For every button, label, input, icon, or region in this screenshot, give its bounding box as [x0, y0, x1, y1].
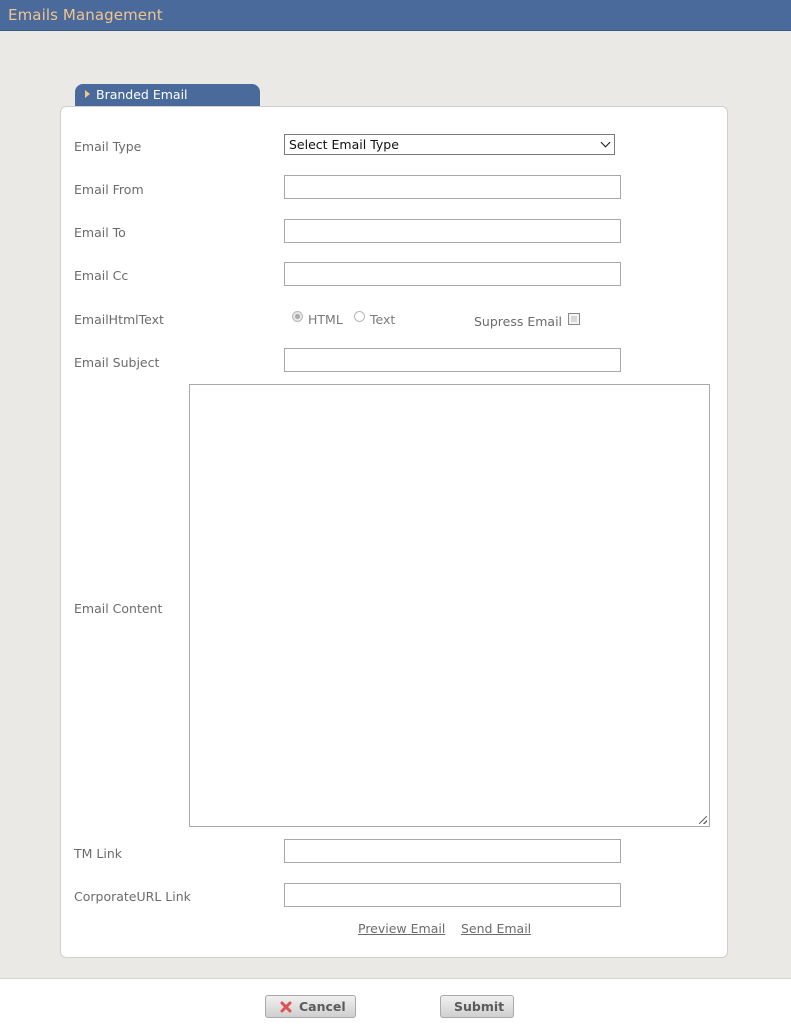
cancel-button[interactable]	[265, 995, 356, 1018]
send-email-link[interactable]: Send Email	[461, 921, 532, 936]
radio-text[interactable]	[354, 311, 365, 322]
email-type-select[interactable]	[284, 134, 615, 155]
email-from-input[interactable]	[284, 175, 621, 199]
chevron-down-icon	[601, 138, 611, 148]
app-header	[0, 0, 791, 31]
radio-text-label: Text	[370, 312, 396, 327]
corporate-url-link-input[interactable]	[284, 883, 621, 907]
email-content-textarea[interactable]	[189, 384, 710, 827]
email-from-label: Email From	[74, 182, 144, 197]
email-subject-label: Email Subject	[74, 355, 160, 370]
email-to-input[interactable]	[284, 219, 621, 243]
email-to-label: Email To	[74, 225, 126, 240]
submit-button[interactable]	[440, 995, 514, 1018]
email-cc-label: Email Cc	[74, 268, 129, 283]
tm-link-label: TM Link	[74, 846, 122, 861]
email-type-label: Email Type	[74, 139, 142, 154]
suppress-email-label: Supress Email	[474, 314, 563, 329]
tm-link-input[interactable]	[284, 839, 621, 863]
radio-html-label: HTML	[308, 312, 343, 327]
corporate-url-link-label: CorporateURL Link	[74, 889, 191, 904]
tab-label: Branded Email	[96, 87, 188, 102]
caret-right-icon	[85, 90, 90, 98]
footer-bar	[0, 978, 791, 1024]
email-subject-input[interactable]	[284, 348, 621, 372]
cancel-label: Cancel	[299, 999, 346, 1014]
suppress-email-checkbox[interactable]	[568, 313, 580, 325]
email-cc-input[interactable]	[284, 262, 621, 286]
close-icon	[280, 1001, 292, 1013]
email-type-selected: Select Email Type	[289, 137, 399, 152]
email-content-label: Email Content	[74, 601, 163, 616]
email-html-text-label: EmailHtmlText	[74, 312, 164, 327]
preview-email-link[interactable]: Preview Email	[358, 921, 446, 936]
submit-label: Submit	[454, 999, 505, 1014]
resize-grip-icon[interactable]	[699, 816, 707, 824]
tab-branded-email[interactable]	[75, 84, 260, 107]
radio-html[interactable]	[292, 311, 303, 322]
app-title: Emails Management	[8, 6, 163, 24]
